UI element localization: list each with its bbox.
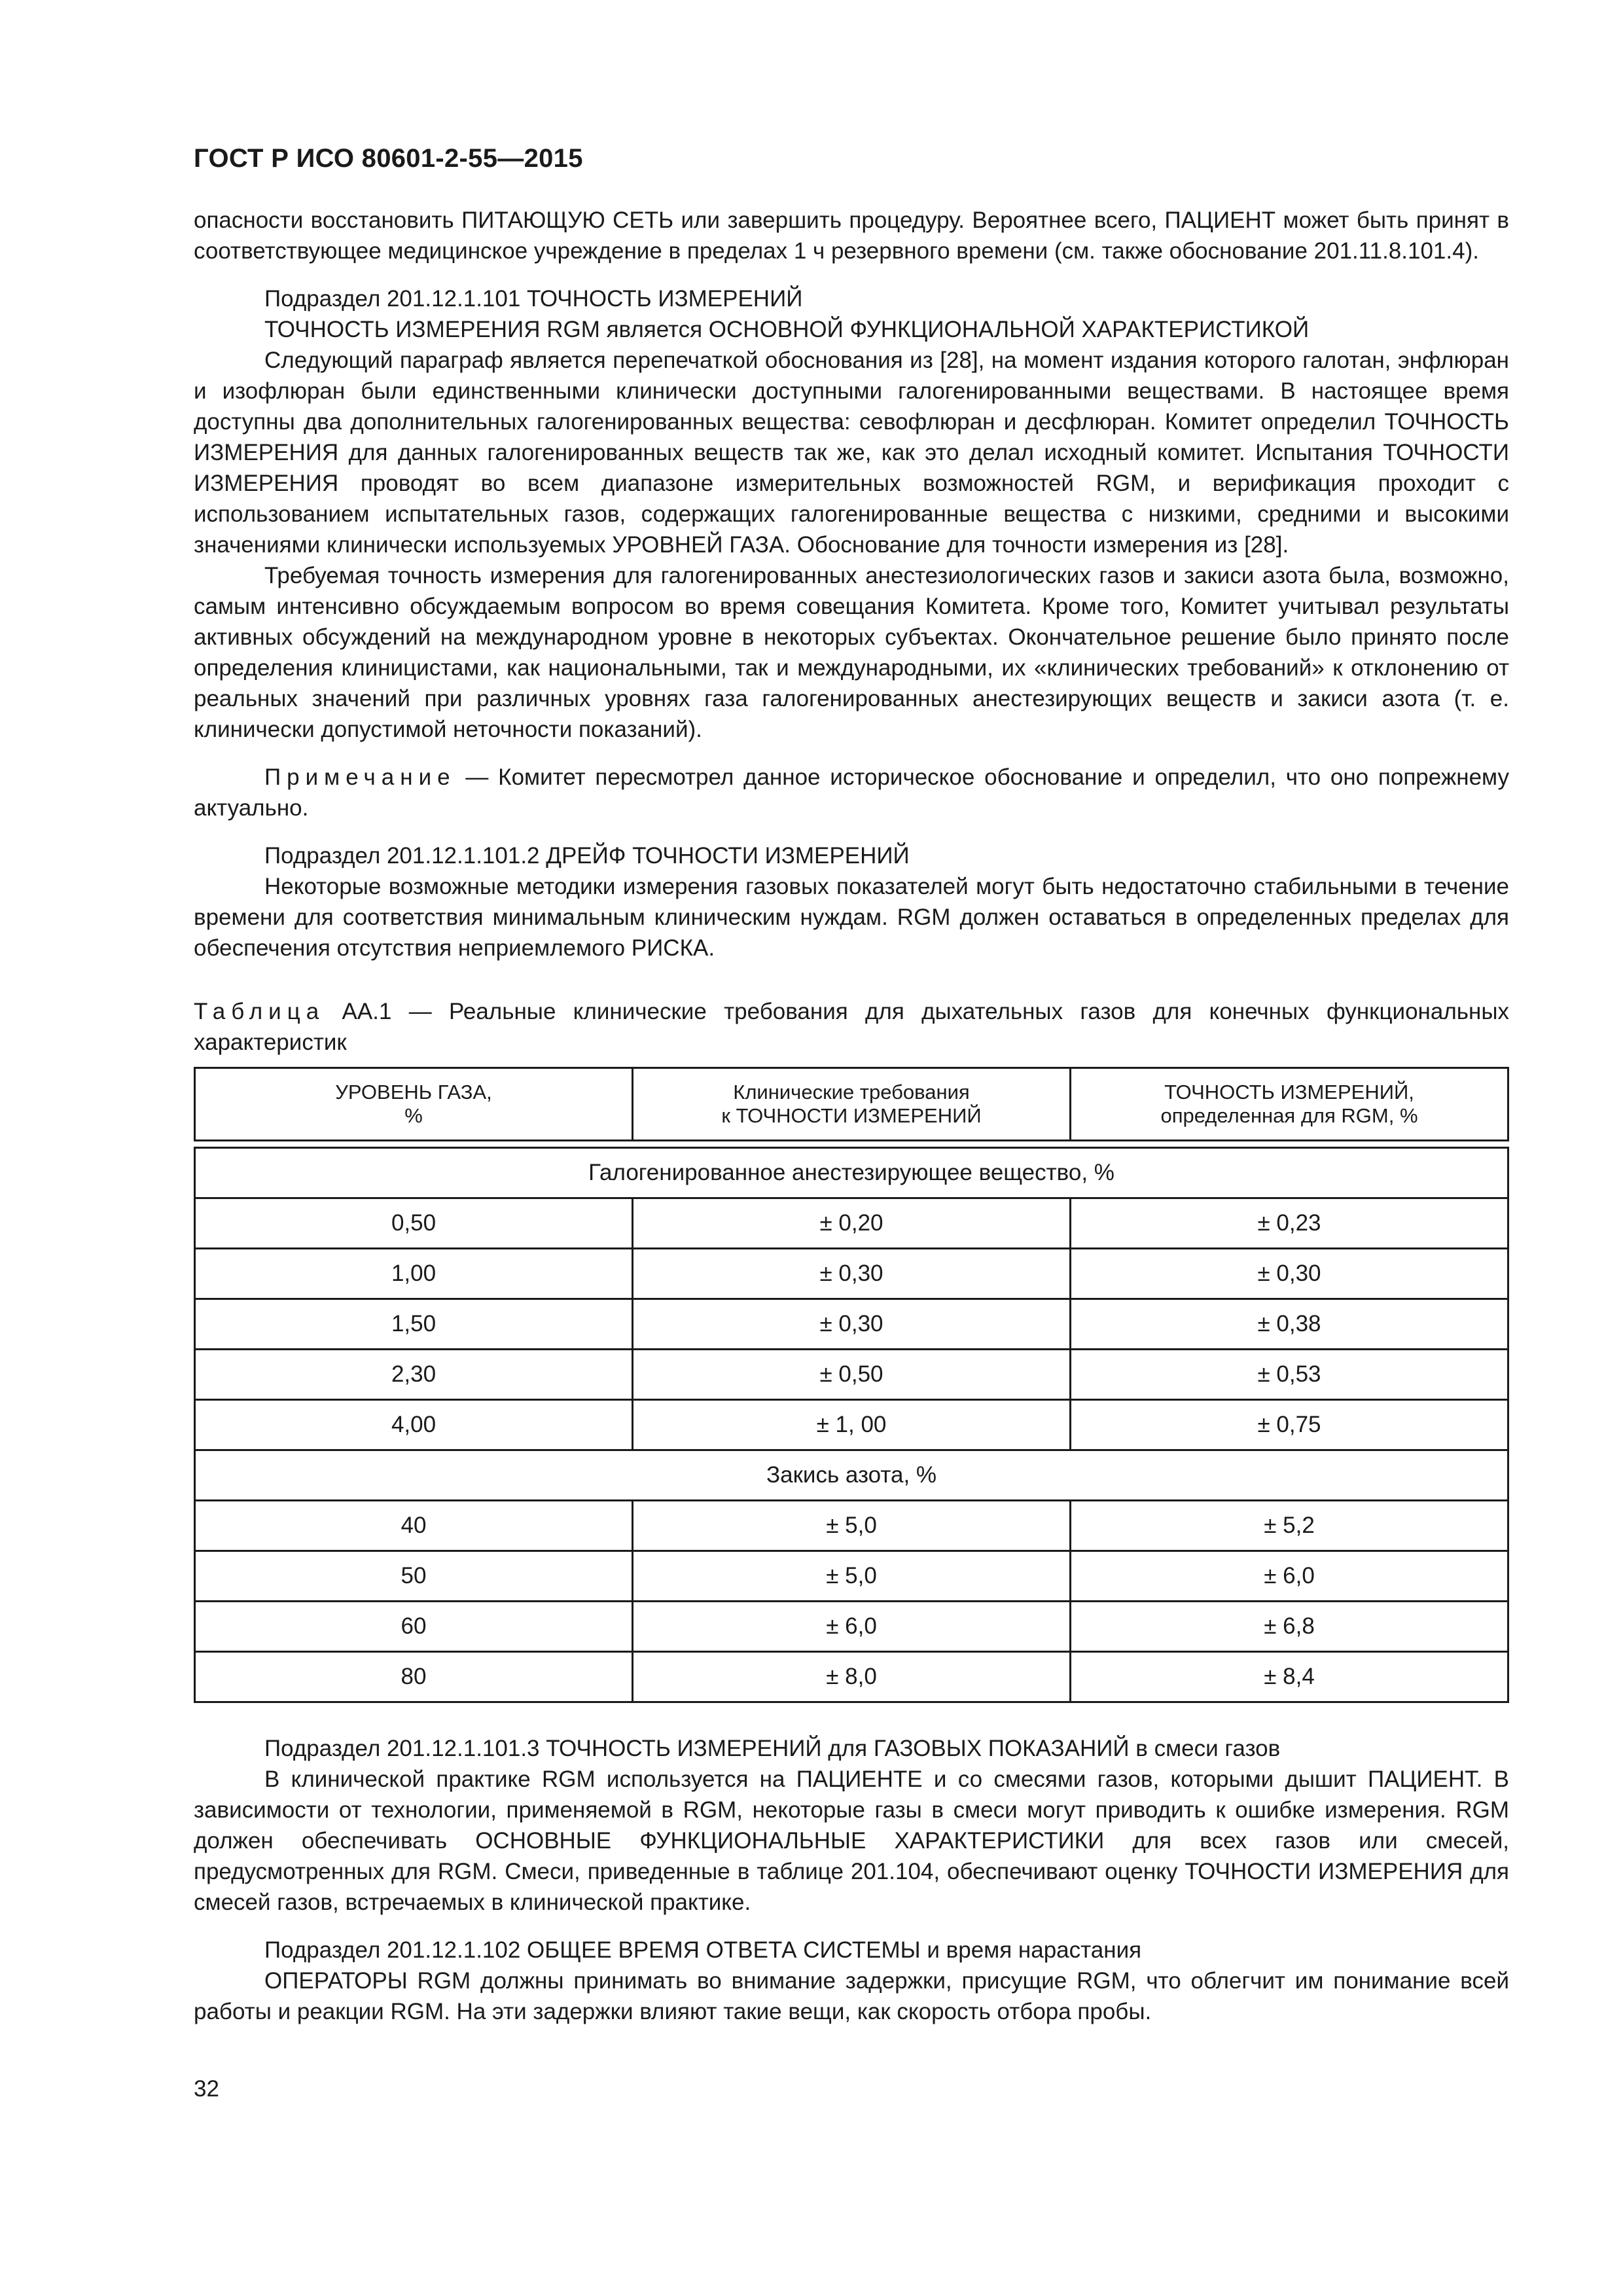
table-row [195, 1350, 1508, 1400]
header-rgm-line1: ТОЧНОСТЬ ИЗМЕРЕНИЙ, [1164, 1081, 1414, 1103]
section-101-heading: Подраздел 201.12.1.101 ТОЧНОСТЬ ИЗМЕРЕНИЙ [264, 286, 803, 312]
cell-clinical: ± 0,30 [633, 1299, 1071, 1350]
section-101-3-paragraph: В клинической практике RGM используется на ПАЦИЕНТЕ и со смесями газов, которыми дышит ПАЦИЕНТ. В зависимости от технологии, применяемой в RGM, некоторые газы в смеси могут приводить к ошибке измерения. RGM должен обеспечивать ОСНОВНЫЕ ФУНКЦИОНАЛЬНЫЕ ХАРАКТЕРИСТИКИ для всех газов или смесей, предусмотренных для RGM. Смеси, приведенные в таблице 201.104, обеспечивают оценку ТОЧНОСТИ ИЗМЕРЕНИЯ для смесей газов, встречаемых в клинической практике. [194, 1767, 1509, 1915]
table-caption-text: АА.1 — Реальные клинические требования для дыхательных газов для конечных функциональных характеристик [194, 999, 1509, 1055]
cell-clinical: ± 5,0 [633, 1551, 1071, 1602]
note-text: — Комитет пересмотрел данное историческое обоснование и определил, что оно попрежнему актуально. [194, 764, 1509, 821]
group-halogenated [195, 1148, 1508, 1198]
cell-rgm: ± 5,2 [1071, 1501, 1508, 1551]
table-row [195, 1299, 1508, 1350]
section-101-3-heading: Подраздел 201.12.1.101.3 ТОЧНОСТЬ ИЗМЕРЕНИЙ для ГАЗОВЫХ ПОКАЗАНИЙ в смеси газов [264, 1736, 1281, 1761]
table-row [195, 1400, 1508, 1450]
section-102-paragraph: ОПЕРАТОРЫ RGM должны принимать во внимание задержки, присущие RGM, что облегчит им понимание всей работы и реакции RGM. На эти задержки влияют такие вещи, как скорость отбора пробы. [194, 1968, 1509, 2024]
header-separator [195, 1141, 1508, 1148]
table-row [195, 1198, 1508, 1249]
group-title: Галогенированное анестезирующее вещество, % [195, 1148, 1508, 1198]
table-header-row [195, 1068, 1508, 1141]
requirements-table [194, 1067, 1509, 1703]
section-102-heading: Подраздел 201.12.1.102 ОБЩЕЕ ВРЕМЯ ОТВЕТА СИСТЕМЫ и время нарастания [264, 1937, 1142, 1963]
header-clinical-requirements [633, 1068, 1071, 1141]
cell-level: 1,00 [195, 1249, 633, 1299]
document-page [194, 144, 1509, 2027]
cell-clinical: ± 1, 00 [633, 1400, 1071, 1450]
cell-rgm: ± 6,0 [1071, 1551, 1508, 1602]
cell-rgm: ± 6,8 [1071, 1602, 1508, 1652]
header-gas-level-line1: УРОВЕНЬ ГАЗА, [335, 1081, 492, 1103]
cell-rgm: ± 8,4 [1071, 1652, 1508, 1702]
cell-level: 50 [195, 1551, 633, 1602]
cell-level: 80 [195, 1652, 633, 1702]
table-caption-label: Таблица [194, 999, 325, 1024]
cell-clinical: ± 0,20 [633, 1198, 1071, 1249]
header-rgm-line2: определенная для RGM, % [1160, 1104, 1418, 1127]
group-title: Закись азота, % [195, 1450, 1508, 1501]
cell-rgm: ± 0,38 [1071, 1299, 1508, 1350]
table-caption [194, 996, 1509, 1058]
table-row [195, 1249, 1508, 1299]
cell-level: 60 [195, 1602, 633, 1652]
cell-clinical: ± 6,0 [633, 1602, 1071, 1652]
cell-level: 40 [195, 1501, 633, 1551]
group-nitrous-oxide [195, 1450, 1508, 1501]
table-row [195, 1652, 1508, 1702]
table-row [195, 1551, 1508, 1602]
cell-clinical: ± 5,0 [633, 1501, 1071, 1551]
note-label: Примечание [264, 764, 456, 790]
header-gas-level-line2: % [404, 1104, 423, 1127]
cell-rgm: ± 0,75 [1071, 1400, 1508, 1450]
section-101-2-paragraph: Некоторые возможные методики измерения газовых показателей могут быть недостаточно стабильными в течение времени для соответствия минимальным клиническим нуждам. RGM должен оставаться в определенных пределах для обеспечения отсутствия неприемлемого РИСКА. [194, 874, 1509, 961]
cell-level: 2,30 [195, 1350, 633, 1400]
cell-level: 1,50 [195, 1299, 633, 1350]
cell-rgm: ± 0,30 [1071, 1249, 1508, 1299]
page-number: 32 [194, 2076, 219, 2102]
cell-rgm: ± 0,53 [1071, 1350, 1508, 1400]
table-row [195, 1501, 1508, 1551]
table-row [195, 1602, 1508, 1652]
cell-level: 0,50 [195, 1198, 633, 1249]
header-gas-level [195, 1068, 633, 1141]
document-code-header: ГОСТ Р ИСО 80601-2-55—2015 [194, 144, 583, 173]
section-101-paragraph-1: Следующий параграф является перепечаткой обоснования из [28], на момент издания которого галотан, энфлюран и изофлюран были единственными клинически доступными галогенированными веществами. В настоящее время доступны два дополнительных галогенированных вещества: севофлюран и десфлюран. Комитет определил ТОЧНОСТЬ ИЗМЕРЕНИЯ для данных галогенированных веществ так же, как это делал исходный комитет. Испытания ТОЧНОСТИ ИЗМЕРЕНИЯ проводят во всем диапазоне измерительных возможностей RGM, и верификация проходит с использованием испытательных газов, содержащих галогенированные вещества с низкими, средними и высокими значениями клинически используемых УРОВНЕЙ ГАЗА. Обоснование для точности измерения из [28]. [194, 348, 1509, 558]
cell-level: 4,00 [195, 1400, 633, 1450]
section-101-note [194, 762, 1509, 823]
cell-clinical: ± 8,0 [633, 1652, 1071, 1702]
section-101-statement: ТОЧНОСТЬ ИЗМЕРЕНИЯ RGM является ОСНОВНОЙ ФУНКЦИОНАЛЬНОЙ ХАРАКТЕРИСТИКОЙ [264, 317, 1310, 342]
header-rgm-accuracy [1071, 1068, 1508, 1141]
cell-clinical: ± 0,50 [633, 1350, 1071, 1400]
header-clinical-line1: Клинические требования [733, 1081, 970, 1103]
section-101-2-heading: Подраздел 201.12.1.101.2 ДРЕЙФ ТОЧНОСТИ ИЗМЕРЕНИЙ [264, 843, 910, 869]
cell-rgm: ± 0,23 [1071, 1198, 1508, 1249]
intro-paragraph: опасности восстановить ПИТАЮЩУЮ СЕТЬ или завершить процедуру. Вероятнее всего, ПАЦИЕНТ может быть принят в соответствующее медицинское учреждение в пределах 1 ч резервного времени (см. также обоснование 201.11.8.101.4). [194, 207, 1509, 264]
section-101-paragraph-2: Требуемая точность измерения для галогенированных анестезиологических газов и закиси азота была, возможно, самым интенсивно обсуждаемым вопросом во время совещания Комитета. Кроме того, Комитет учитывал результаты активных обсуждений на международном уровне в некоторых субъектах. Окончательное решение было принято после определения клиницистами, как национальными, так и международными, их «клинических требований» к отклонению от реальных значений при различных уровнях газа галогенированных анестезирующих веществ и закиси азота (т. е. клинически допустимой неточности показаний). [194, 563, 1509, 742]
header-clinical-line2: к ТОЧНОСТИ ИЗМЕРЕНИЙ [721, 1104, 982, 1127]
cell-clinical: ± 0,30 [633, 1249, 1071, 1299]
